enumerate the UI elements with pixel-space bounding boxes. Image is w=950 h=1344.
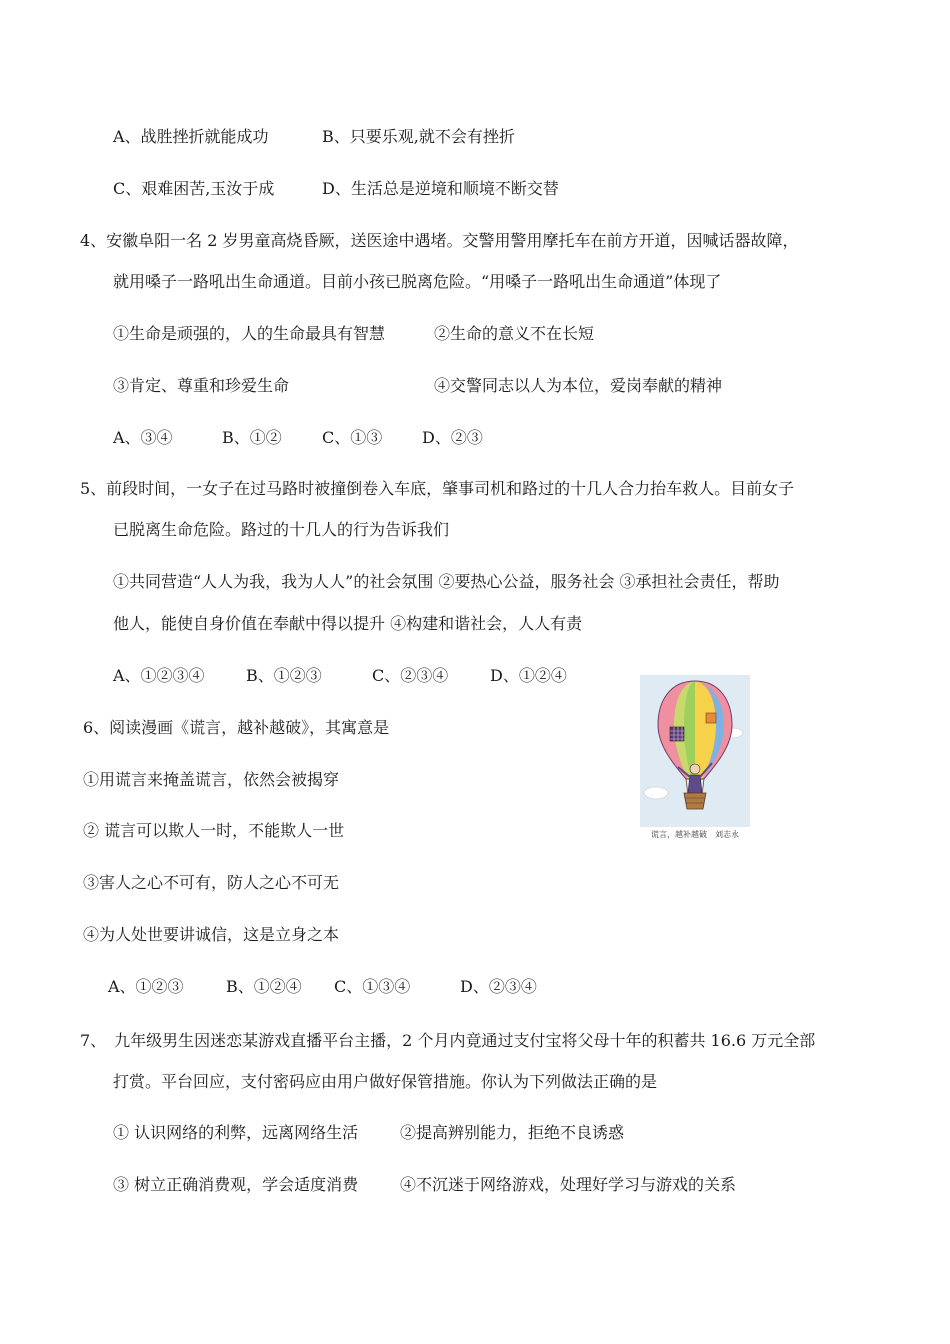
q4-statement-3: ③肯定、尊重和珍爱生命 [113,376,290,395]
q5-option-c: C、②③④ [372,666,449,685]
q4-option-b: B、①② [222,428,282,447]
q6-statement-3: ③害人之心不可有，防人之心不可无 [83,873,340,892]
q5-option-a: A、①②③④ [113,666,205,685]
q3-option-c: C、艰难困苦,玉汝于成 [113,179,275,198]
q5-stem-line-2: 已脱离生命危险。路过的十几人的行为告诉我们 [113,520,450,539]
q4-stem-line-1: 4、安徽阜阳一名 2 岁男童高烧昏厥，送医途中遇堵。交警用警用摩托车在前方开道，因喊话器故障， [80,231,799,250]
q6-option-a: A、①②③ [108,977,184,996]
q6-option-c: C、①③④ [334,977,411,996]
q7-stem-line-1: 7、 九年级男生因迷恋某游戏直播平台主播，2 个月内竟通过支付宝将父母十年的积蓄共 16.6 万元全部 [80,1031,816,1050]
q7-stem-line-2: 打赏。平台回应，支付密码应由用户做好保管措施。你认为下列做法正确的是 [113,1072,658,1091]
q5-statements-line-1: ①共同营造“人人为我，我为人人”的社会氛围 ②要热心公益，服务社会 ③承担社会责任，帮助 [113,572,780,591]
q7-statement-2: ②提高辨别能力，拒绝不良诱惑 [400,1123,625,1142]
q4-option-d: D、②③ [422,428,483,447]
q6-stem: 6、阅读漫画《谎言，越补越破》，其寓意是 [83,718,390,737]
q3-option-d: D、生活总是逆境和顺境不断交替 [322,179,559,198]
q5-stem-line-1: 5、前段时间，一女子在过马路时被撞倒卷入车底，肇事司机和路过的十几人合力抬车救人。目前女子 [80,479,795,498]
q7-statement-3: ③ 树立正确消费观，学会适度消费 [113,1175,359,1194]
cartoon-caption: 谎言，越补越破 刘志永 [651,830,739,839]
q4-option-a: A、③④ [113,428,173,447]
q6-option-d: D、②③④ [460,977,537,996]
q5-statements-line-2: 他人，能使自身价值在奉献中得以提升 ④构建和谐社会，人人有责 [113,614,583,633]
q5-option-b: B、①②③ [246,666,322,685]
q3-option-a: A、战胜挫折就能成功 [113,127,269,146]
q4-option-c: C、①③ [322,428,383,447]
cartoon-illustration [640,675,750,845]
q4-statement-1: ①生命是顽强的，人的生命最具有智慧 [113,324,386,343]
q4-stem-line-2: 就用嗓子一路吼出生命通道。目前小孩已脱离危险。“用嗓子一路吼出生命通道”体现了 [113,272,722,291]
q3-option-b: B、只要乐观,就不会有挫折 [322,127,515,146]
q6-option-b: B、①②④ [226,977,302,996]
q6-statement-1: ①用谎言来掩盖谎言，依然会被揭穿 [83,770,340,789]
q7-statement-1: ① 认识网络的利弊，远离网络生活 [113,1123,359,1142]
q7-statement-4: ④不沉迷于网络游戏，处理好学习与游戏的关系 [400,1175,737,1194]
q4-statement-2: ②生命的意义不在长短 [434,324,595,343]
hot-air-balloon-image [640,675,750,827]
q5-option-d: D、①②④ [490,666,567,685]
q6-statement-2: ② 谎言可以欺人一时，不能欺人一世 [83,821,345,840]
q4-statement-4: ④交警同志以人为本位，爱岗奉献的精神 [434,376,723,395]
q6-statement-4: ④为人处世要讲诚信，这是立身之本 [83,925,340,944]
